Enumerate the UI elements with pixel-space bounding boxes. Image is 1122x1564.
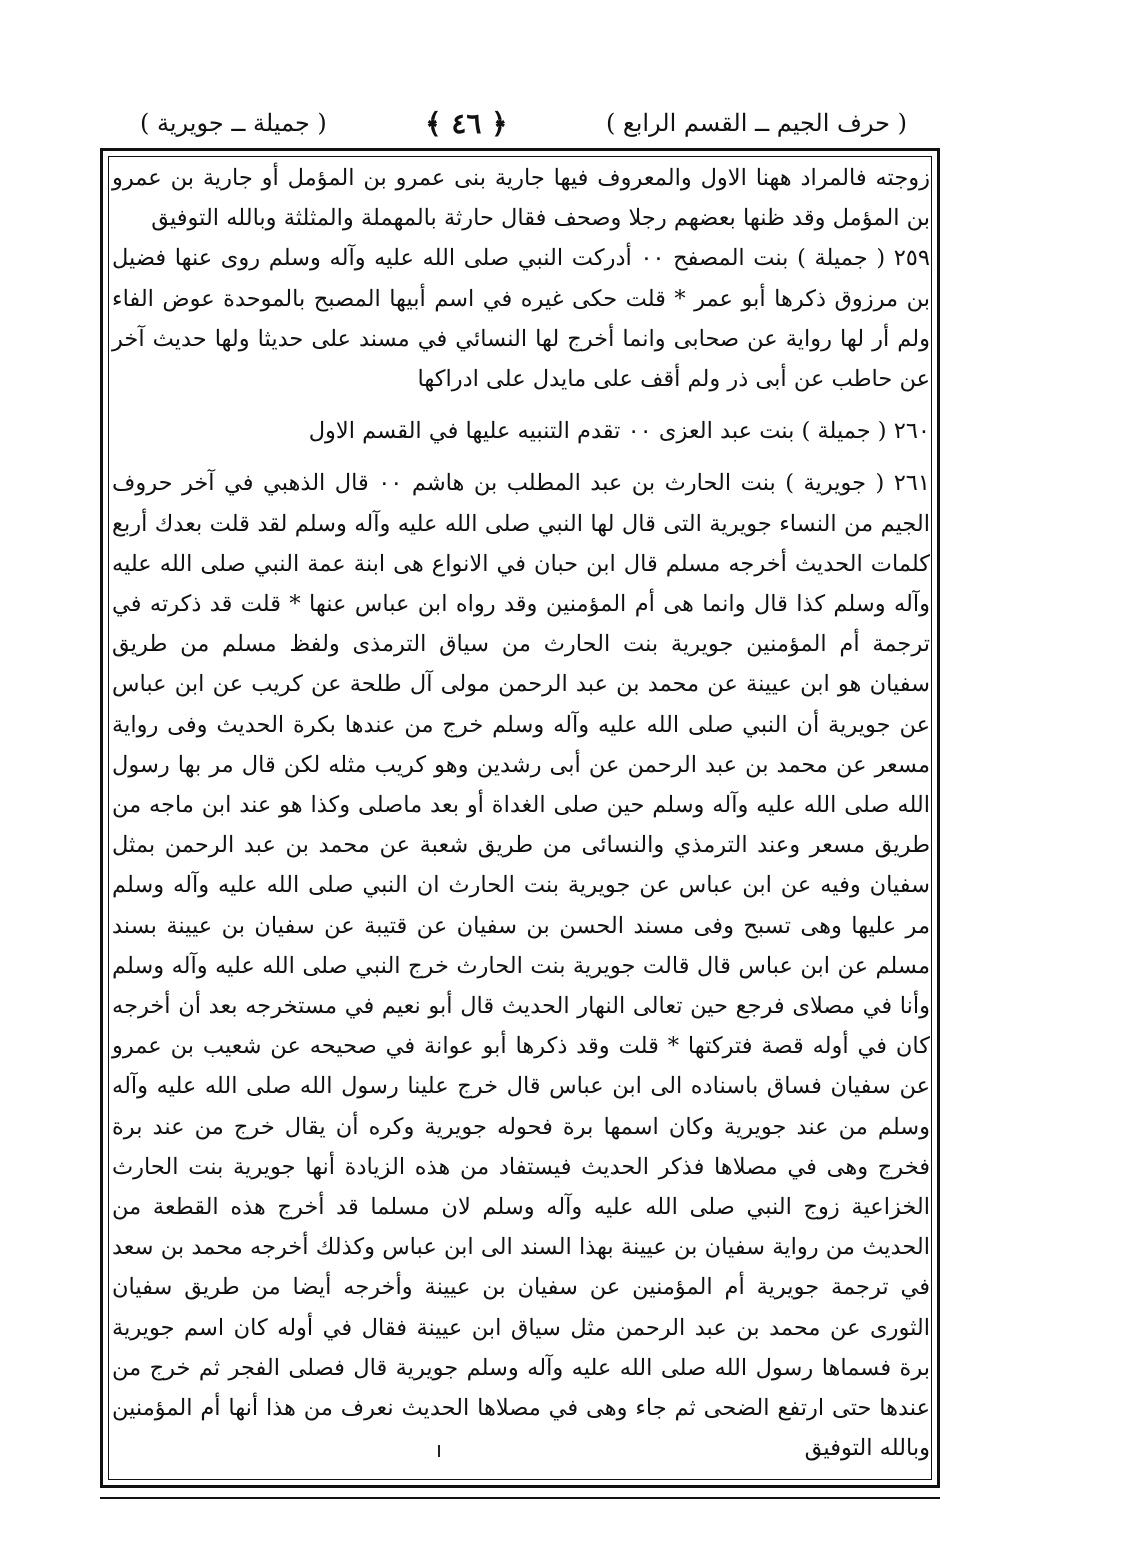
bottom-rule <box>100 1497 940 1499</box>
paragraph-continuation: زوجته فالمراد ههنا الاول والمعروف فيها جارية بنى عمرو بن المؤمل أو جارية بن عمرو بن المؤمل وقد ظنها بعضهم رجلا وصحف فقال حارثة بالمهملة والمثلثة وبالله التوفيق <box>112 165 930 232</box>
paragraph-gap <box>112 399 930 411</box>
entry-261: ٢٦١ ( جويرية ) بنت الحارث بن عبد المطلب بن هاشم ٠٠ قال الذهبي في آخر حروف الجيم من النساء جويرية التى قال لها النبي صلى الله عليه وآله وسلم لقد قلت بعدك أربع كلمات الحديث أخرجه مسلم قال ابن حبان في الانواع هى ابنة عمة النبي صلى الله عليه وآله وسلم كذا قال وانما هى أم المؤمنين وقد رواه ابن عباس عنها * قلت قد ذكرته في ترجمة أم المؤمنين جويرية بنت الحارث من سياق الترمذى ولفظ مسلم من طريق سفيان هو ابن عيينة عن محمد بن عبد الرحمن مولى آل طلحة عن كريب عن ابن عباس عن جويرية أن النبي صلى الله عليه وآله وسلم خرج من عندها بكرة الحديث وفى رواية مسعر عن محمد بن عبد الرحمن عن أبى رشدين وهو كريب مثله لكن قال مر بها رسول الله صلى الله عليه وآله وسلم حين صلى الغداة أو بعد ماصلى وكذا هو عند ابن ماجه من طريق مسعر وعند الترمذي والنسائى من طريق شعبة عن محمد بن عبد الرحمن بمثل سفيان وفيه عن ابن عباس عن جويرية بنت الحارث ان النبي صلى الله عليه وآله وسلم مر عليها وهى تسبح وفى مسند الحسن بن سفيان عن قتيبة عن سفيان بن عيينة بسند مسلم عن ابن عباس قال قالت جويرية بنت الحارث خرج النبي صلى الله عليه وآله وسلم وأنا في مصلاى فرجع حين تعالى النهار الحديث قال أبو نعيم في مستخرجه بعد أن أخرجه كان في أوله قصة فتركتها * قلت وقد ذكرها أبو عوانة في صحيحه عن شعيب بن عمرو عن سفيان فساق باسناده الى ابن عباس قال خرج علينا رسول الله صلى الله عليه وآله وسلم من عند جويرية وكان اسمها برة فحوله جويرية وكره أن يقال خرج من عند برة فخرج وهى في مصلاها فذكر الحديث فيستفاد من هذه الزيادة أنها جويرية بنت الحارث الخزاعية زوج النبي صلى الله عليه وآله وسلم لان مسلما قد أخرج هذه القطعة من الحديث من رواية سفيان بن عيينة بهذا السند الى ابن عباس وكذلك أخرجه محمد بن سعد في ترجمة جويرية أم المؤمنين عن سفيان بن عيينة وأخرجه أيضا من طريق سفيان الثورى عن محمد بن عبد الرحمن مثل سياق ابن عيينة فقال في أوله كان اسم جويرية برة فسماها رسول الله صلى الله عليه وآله وسلم جويرية قال فصلى الفجر ثم خرج من عندها حتى ارتفع الضحى ثم جاء وهى في مصلاها الحديث نعرف من هذا أنها أم المؤمنين وبالله التوفيق <box>112 470 930 1462</box>
ink-mark <box>438 1445 440 1457</box>
page-number: ﴿ ٤٦ ﴾ <box>425 106 508 140</box>
header-entries: ( جميلة ــ جويرية ) <box>140 109 327 137</box>
page-body <box>112 158 930 1469</box>
entry-259: ٢٥٩ ( جميلة ) بنت المصفح ٠٠ أدركت النبي صلى الله عليه وآله وسلم روى عنها فضيل بن مرزوق ذكرها أبو عمر * قلت حكى غيره في اسم أبيها المصبح بالموحدة عوض الفاء ولم أر لها رواية عن صحابى وانما أخرج لها النسائي في مسند على حديثا ولها حديث آخر عن حاطب عن أبى ذر ولم أقف على مايدل على ادراكها <box>112 245 930 393</box>
page-header <box>140 98 907 148</box>
paragraph-gap <box>112 451 930 463</box>
header-section-title: ( حرف الجيم ــ القسم الرابع ) <box>605 109 907 137</box>
entry-260: ٢٦٠ ( جميلة ) بنت عبد العزى ٠٠ تقدم التنبيه عليها في القسم الاول <box>308 418 930 445</box>
